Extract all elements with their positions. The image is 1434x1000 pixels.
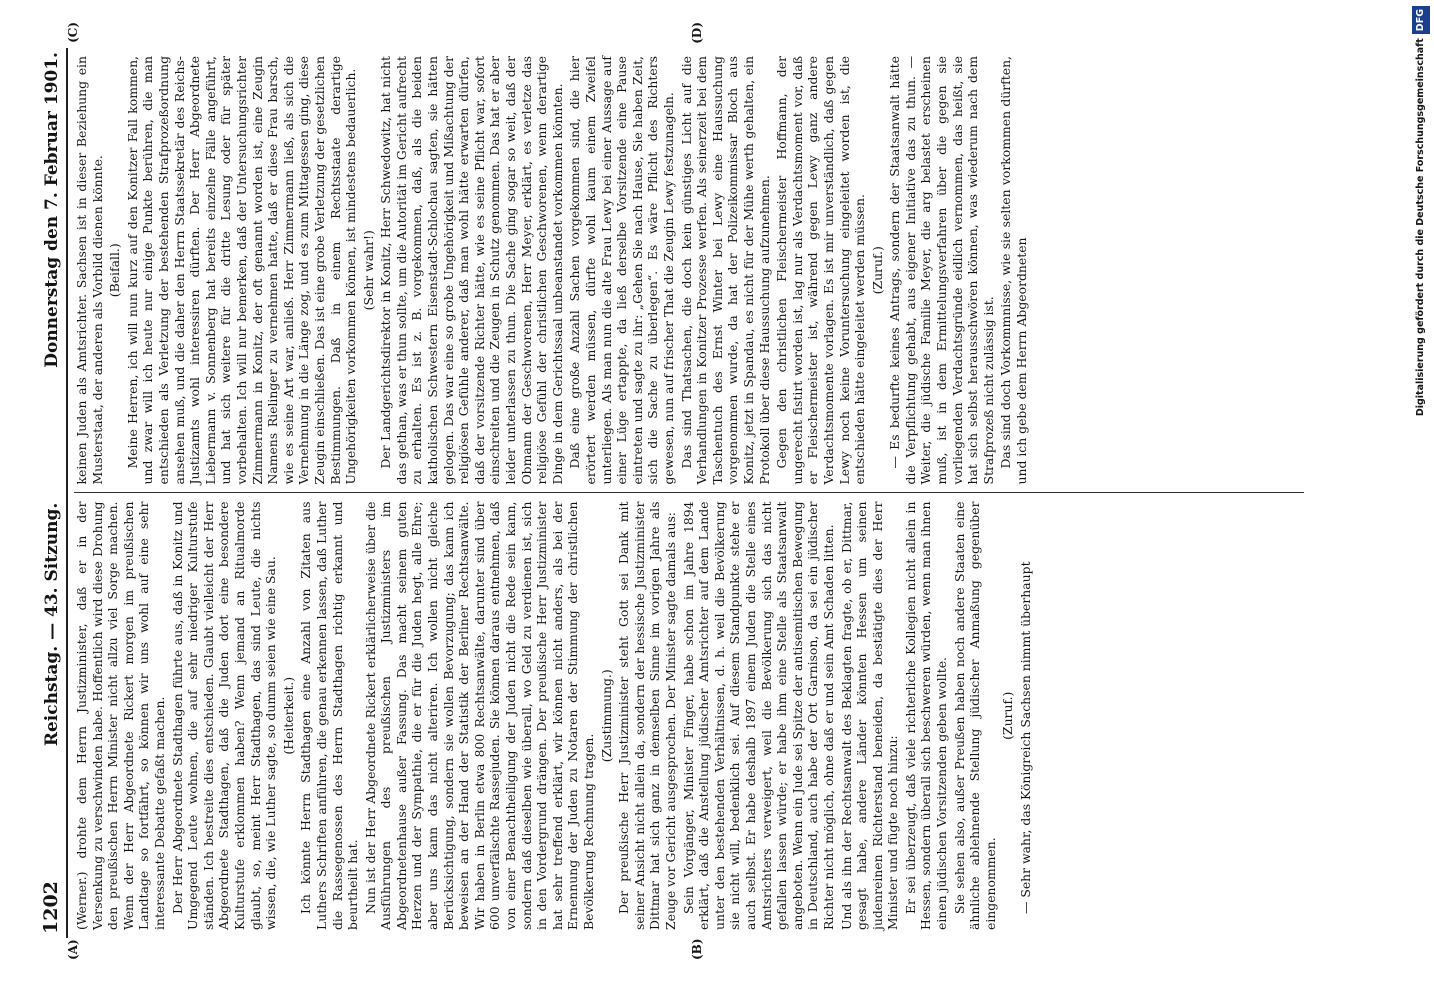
paragraph: Ich könnte Herrn Stadthagen eine Anzahl von Zitaten aus Luthers Schriften anführen, die genau erkennen lassen, daß Luther die Rassegenossen des Herrn Stadthagen richtig erkannt und beurtheilt hat. xyxy=(298,501,361,930)
session-date: Donnerstag den 7. Februar 1901. xyxy=(42,52,62,368)
margin-marker-b: (B) xyxy=(690,938,704,960)
right-column xyxy=(74,48,1304,493)
dfg-logo: DFG xyxy=(1412,6,1430,34)
paragraph: Er sei überzeugt, daß viele richterliche Kollegien nicht allein in Hessen, sondern überall sich beschweren würden, wenn man ihnen einen jüdischen Vorsitzenden geben wollte. xyxy=(902,501,950,930)
paragraph: Gegen den christlichen Fleischermeister Hoffmann, der ungerecht fistirt worden ist, lag nur als Verdachtsmoment vor, daß er Fleischermeister ist, während gegen Lewy ganz andere Verdachtsmomente vorlagen. Es ist mir unverständlich, daß gegen Lewy noch keine Voruntersuchung eingeleitet worden ist, die entschieden hätte eingeleitet werden müssen. xyxy=(774,56,868,485)
paragraph: Daß eine große Anzahl Sachen vorgekommen sind, die hier erörtert werden müssen, dürfte wohl kaum einem Zweifel unterliegen. Als man nun die alte Frau Lewy bei einer Aussage auf einer Lüge ertappte, da ließ derselbe Vorsitzende eine Pause eintreten und sagte zu ihr: „Gehen Sie nach Hause, Sie haben Zeit, sich die Sache zu überlegen“. Es wäre Pflicht des Richters gewesen, nun auf frischer That die Zeugin Lewy festzunageln. xyxy=(567,56,676,485)
paragraph: Nun ist der Herr Abgeordnete Rickert erklärlicherweise über die Ausführungen des preußischen Justizministers im Abgeordnetenhause außer Fassung. Das macht seinem guten Herzen und der Sympathie, die er für die Juden hegt, alle Ehre; aber uns kann das nicht alteriren. Ich wollen nicht gleiche Berücksichtigung, sondern sie wollen Bevorzugung; das kann ich beweisen an der Hand der Statistik der Berliner Rechtsanwälte. Wir haben in Berlin etwa 800 Rechtsanwälte, darunter sind über 600 unverfälschte Rassejuden. Sie können daraus entnehmen, daß von einer Benachtheiligung der Juden nicht die Rede sein kann, sondern daß dieselben wie überall, wo Geld zu verdienen ist, sich in den Vordergrund drängen. Der preußische Herr Justizminister hat sehr treffend erklärt, wir können nicht anders, als bei der Ernennung der Juden zu Notaren der Stimmung der christlichen Bevölkerung Rechnung tragen. xyxy=(362,501,596,930)
paragraph: Meine Herren, ich will nun kurz auf den Konitzer Fall kommen, und zwar will ich heute nur einige Punkte berühren, die man entschieden als Verletzung der bestehenden Strafprozeßordnung ansehen muß, und die daher den Herrn Staatssekretär des Reichs-Justizamts wohl interessiren dürften. Der Herr Abgeordnete Liebermann v. Sonnenberg hat bereits einzelne Fälle angeführt, und hat sich weitere für die dritte Lesung oder für später vorbehalten. Ich will nur bemerken, daß der Untersuchungsrichter Zimmermann in Konitz, der oft genannt worden ist, eine Zeugin Namens Rielinger zu vernehmen hatte, daß er diese Frau barsch, wie es seine Art war, anließ. Herr Zimmermann ließ, als sich die Vernehmung in die Länge zog, und es zum Mittagessen ging, diese Zeugin einschließen. Das ist eine grobe Verletzung der gesetzlichen Bestimmungen. Daß in einem Rechtsstaate derartige Ungehörigkeiten vorkommen können, ist mindestens bedauerlich. xyxy=(124,56,359,485)
paragraph: Sie sehen also, außer Preußen haben noch andere Staaten eine ähnliche ablehnende Stellung jüdischer Anmaßung gegenüber eingenommen. xyxy=(951,501,998,930)
margin-marker-d: (D) xyxy=(690,22,704,44)
paragraph: — Es bedurfte keines Antrags, sondern der Staatsanwalt hätte die Verpflichtung gehabt, aus eigener Initiative das zu thun. — Weiter, die jüdische Familie Meyer, die arg belastet erscheinen muß, ist in dem Ermittelungsverfahren über die gegen sie vorliegenden Verdachtsgründe eidlich vernommen, das heißt, sie hat sich selbst herausschwören können, was wiederum nach dem Strafprozeß nicht zulässig ist. xyxy=(887,56,996,485)
interjection: (Zuruf.) xyxy=(869,246,885,295)
interjection: (Beifall.) xyxy=(107,243,123,298)
stamp-text: Digitalisierung gefördert durch die Deutsche Forschungsgemeinschaft xyxy=(1415,38,1426,417)
interjection: (Zuruf.) xyxy=(1000,691,1016,740)
text-columns xyxy=(74,48,1304,938)
interjection: (Sehr wahr!) xyxy=(360,230,376,311)
paragraph: — Sehr wahr, das Königreich Sachsen nimmt überhaupt xyxy=(1018,561,1034,914)
margin-marker-a: (A) xyxy=(66,939,80,960)
page-number: 1202 xyxy=(40,881,62,934)
paragraph: keinen Juden als Amtsrichter. Sachsen ist in dieser Beziehung ein Musterstaat, der anderen als Vorbild dienen könnte. xyxy=(74,56,105,485)
column-divider xyxy=(74,493,1304,494)
interjection: (Zustimmung.) xyxy=(598,669,614,763)
left-column xyxy=(74,494,1304,939)
paragraph: Der preußische Herr Justizminister steht Gott sei Dank mit seiner Ansicht nicht allein da, sondern der hessische Justizminister Dittmar hat sich ganz in demselben Sinne im vorigen Jahre als Zeuge vor Gericht ausgesprochen. Der Minister sagte damals aus: xyxy=(616,501,678,930)
interjection: (Heiterkeit.) xyxy=(280,676,296,755)
digitization-stamp xyxy=(1412,6,1430,426)
paragraph: Und als ihn der Rechtsanwalt des Beklagten fragte, ob er, Dittmar, gesagt habe, andere Länder könnten Hessen um seinen judenreinen Richterstand beneiden, da bestätigte dies der Herr Minister und fügte noch hinzu: xyxy=(838,501,901,930)
margin-marker-c: (C) xyxy=(66,22,80,43)
session-title: Reichstag. — 43. Sitzung. xyxy=(42,502,62,747)
paragraph: Sein Vorgänger, Minister Finger, habe schon im Jahre 1894 erklärt, daß die Anstellung jüdischer Amtsrichter auf dem Lande unter den bestehenden Verhältnissen, d. h. weil die Bevölkerung sie nicht will, bedenklich sei. Auf diesem Standpunkte stehe er auch selbst. Er habe deshalb 1897 einem Juden die Stelle eines Amtsrichters verweigert, weil die Bevölkerung sich das nicht gefallen lassen würde; er habe ihm eine Stelle als Staatsanwalt angeboten. Wenn ein Jude sei Spitze der antisemitischen Bewegung in Deutschland, auch habe der Ort Garnison, da sei ein jüdischer Richter nicht möglich, ohne daß er und sein Amt Schaden litten. xyxy=(680,501,836,930)
paragraph: (Werner.) drohte dem Herrn Justizminister, daß er in der Versenkung zu verschwinden habe. Hoffentlich wird diese Drohung den preußischen Herrn Minister nicht allzu viel Sorge machen. Wenn der Herr Abgeordnete Rickert morgen im preußischen Landtage so fortfährt, so können wir uns wohl auf eine sehr interessante Debatte gefaßt machen. xyxy=(74,501,167,930)
paragraph: Das sind Thatsachen, die doch kein günstiges Licht auf die Verhandlungen in Konitzer Prozesse werfen. Als seinerzeit bei dem Taschentuch des Ernst Winter bei Lewy eine Haussuchung vorgenommen wurde, da hat der Polizeikommissar Bloch aus Konitz, jetzt in Spandau, es nicht für der Mühe werth gehalten, ein Protokoll über diese Haussuchung aufzunehmen. xyxy=(678,56,772,485)
page-header xyxy=(40,48,68,938)
paragraph: Der Herr Abgeordnete Stadthagen führte aus, daß in Konitz und Umgegend Leute wohnen, die auf sehr niedriger Kulturstufe ständen. Ich bestreite dies entschieden. Glaubt vielleicht der Herr Abgeordnete Stadthagen, daß die Juden dort eine besondere Kulturstufe erklommen haben? Wenn jemand an Ritualmorde glaubt, so, meint Herr Stadthagen, das sind Leute, die nichts wissen, die, wie Luther sagte, so dumm seien wie eine Sau. xyxy=(169,501,279,930)
paragraph: Das sind doch Vorkommnisse, wie sie selten vorkommen dürften, und ich gebe dem Herrn Abgeordneten xyxy=(998,56,1030,485)
paragraph: Der Landgerichtsdirektor in Konitz, Herr Schwedowitz, hat nicht das gethan, was er thun sollte, um die Autorität im Gericht aufrecht zu erhalten. Es ist z. B. vorgekommen, daß, als die beiden katholischen Schwestern Eisenstadt-Schlochau sagten, sie hätten gelogen. Das war eine so grobe Ungehörigkeit und Mißachtung der religiösen Gefühle anderer, daß man wohl hätte erwarten dürfen, daß der vorsitzende Richter hätte, wie es seine Pflicht war, sofort einschreiten und die Zeugen in Schutz genommen. Das hat er aber leider unterlassen zu thun. Die Sache ging sogar so weit, daß der Obmann der Geschworenen, Herr Meyer, erklärt, es verletze das religiöse Gefühl der christlichen Geschworenen, wenn derartige Dinge in dem Gerichtssaal unbeanstandet vorkommen könnten. xyxy=(378,56,565,485)
